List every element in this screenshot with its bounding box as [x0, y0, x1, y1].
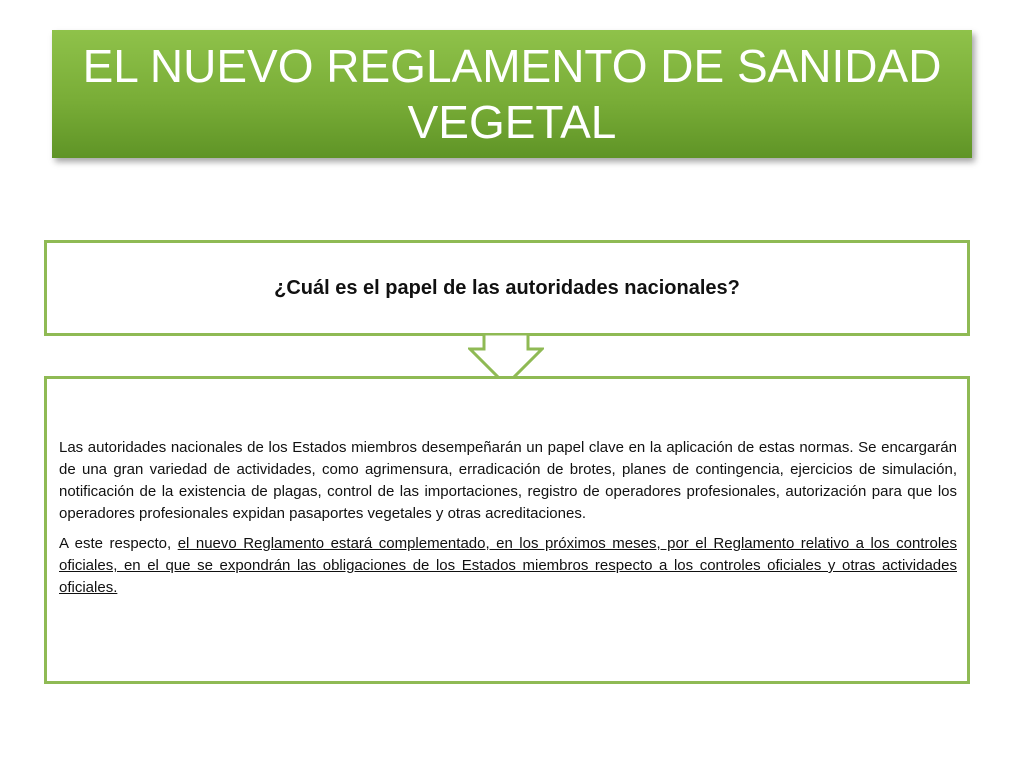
content-body [59, 437, 957, 607]
question-box [44, 240, 970, 336]
slide-title: EL NUEVO REGLAMENTO DE SANIDAD VEGETAL [82, 40, 942, 148]
paragraph-official-controls-prefix: A este respecto, [59, 535, 178, 552]
title-banner [52, 30, 972, 158]
content-box [44, 376, 970, 684]
paragraph-official-controls [59, 533, 957, 599]
paragraph-official-controls-underlined: el nuevo Reglamento estará complementado, en los próximos meses, por el Reglamento relativo a los controles oficiales, en el que se expondrán las obligaciones de los Estados miembros respecto a los controles oficiales y otras actividades oficiales. [59, 535, 957, 596]
paragraph-national-authorities: Las autoridades nacionales de los Estados miembros desempeñarán un papel clave en la aplicación de estas normas. Se encargarán de una gran variedad de actividades, como agrimensura, erradicación de brotes, planes de contingencia, ejercicios de simulación, notificación de la existencia de plagas, control de las importaciones, registro de operadores profesionales, autorización para que los operadores profesionales expidan pasaportes vegetales y otras acreditaciones. [59, 439, 957, 522]
question-text: ¿Cuál es el papel de las autoridades nacionales? [274, 276, 740, 299]
